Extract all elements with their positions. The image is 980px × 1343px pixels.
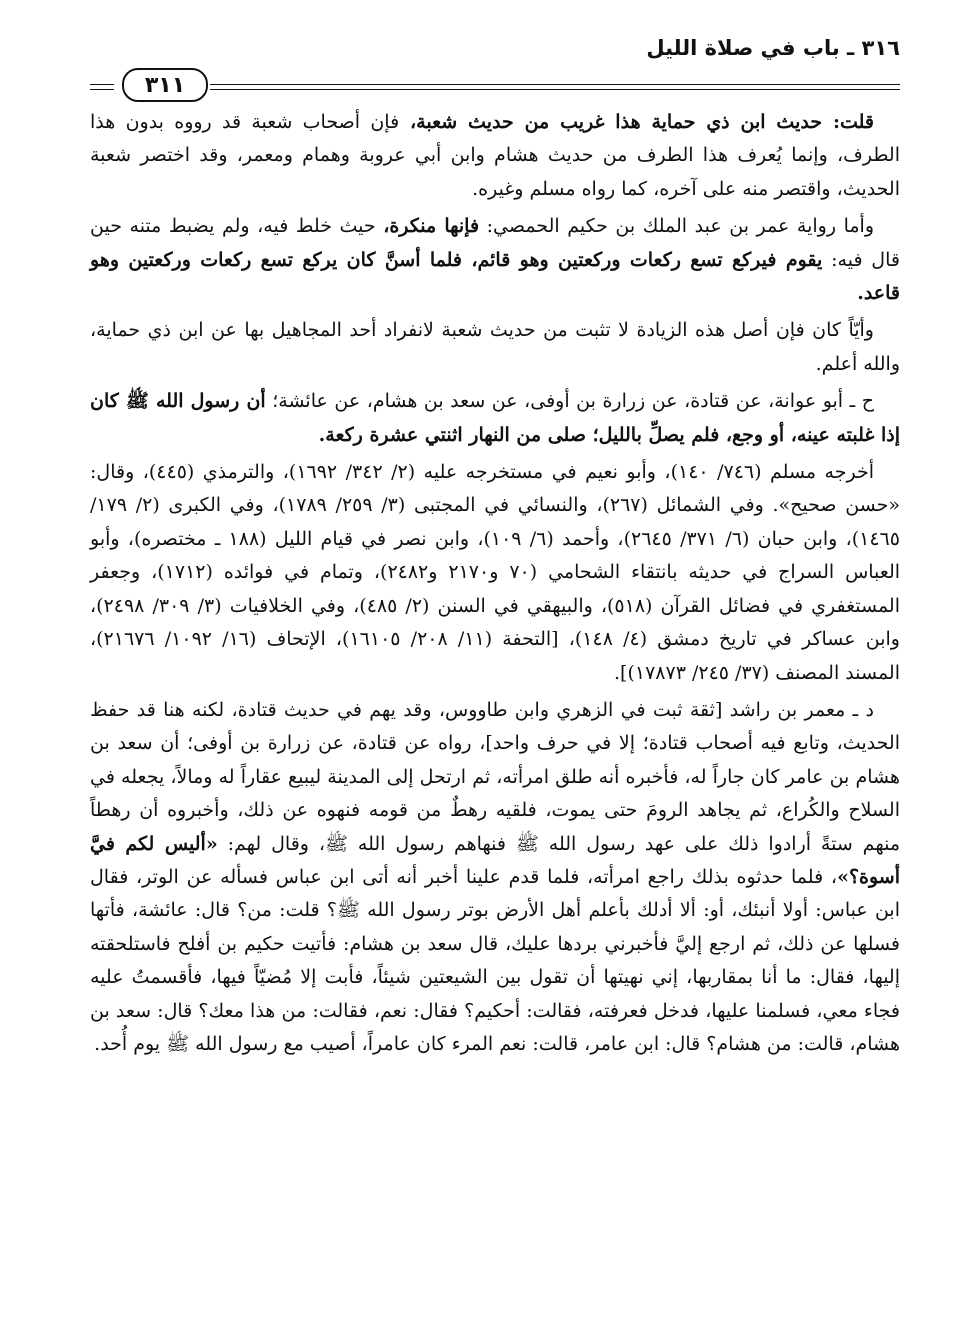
- header-rule: [210, 84, 900, 90]
- paragraph-hadith-ha: ح ـ أبو عوانة، عن قتادة، عن زرارة بن أوفى، عن سعد بن هشام، عن عائشة؛ أن رسول الله ﷺ كان إذا غلبته عينه، أو وجع، فلم يصلِّ بالليل؛ صلى من النهار اثنتي عشرة ركعة.: [90, 390, 900, 446]
- page-header: [90, 30, 900, 98]
- paragraph-hadith-dal: د ـ معمر بن راشد [ثقة ثبت في الزهري وابن طاووس، وقد يهم في حديث قتادة، لكنه هنا قد حفظ الحديث، وتابع فيه أصحاب قتادة؛ إلا في حرف واحد]، رواه عن قتادة، عن زرارة بن أوفى؛ أن سعد بن هشام بن عامر كان جاراً له، فأخبره أنه طلق امرأته، ثم ارتحل إلى المدينة ليبيع عقاراً له ومالاً، يجعله في السلاح والكُراع، ثم يجاهد الرومَ حتى يموت، فلقيه رهطٌ من قومه فنهوه عن ذلك، وأخبروه أن رهطاً منهم ستةً أرادوا ذلك على عهد رسول الله ﷺ فنهاهم رسول الله ﷺ، وقال لهم: «أليس لكم فيَّ أسوة؟»، فلما حدثوه بذلك راجع امرأته، فلما قدم علينا أخبر أنه أتى ابن عباس فسأله عن الوتر، فقال ابن عباس: أولا أنبئك، أو: ألا أدلك بأعلم أهل الأرض بوتر رسول الله ﷺ؟ قلت: من؟ قال: عائشة، فأتها فسلها عن ذلك، ثم ارجع إليَّ فأخبرني بردها عليك، قال سعد بن هشام: فأتيت حكيم بن أفلح فاستلحقته إليها، فقال: ما أنا بمقاربها، إني نهيتها أن تقول بين الشيعتين شيئاً، فأبت إلا مُضيّاً فيها، فأقسمتُ عليه فجاء معي، فسلمنا عليها، فدخل فعرفته، فقالت: أحكيم؟ فقال: نعم، فقالت: من هذا معك؟ قال: سعد بن هشام، قالت: من هشام؟ قال: ابن عامر، قالت: نعم المرء كان عامراً، أصيب مع رسول الله ﷺ يوم أُحد.: [90, 698, 900, 1055]
- paragraph-conclusion: وأيّاً كان فإن أصل هذه الزيادة لا تثبت من حديث شعبة لانفراد أحد المجاهيل بها عن ابن ذي حماية، والله أعلم.: [90, 319, 900, 375]
- page-number: ٣١١: [122, 68, 208, 102]
- page: [90, 30, 901, 1055]
- chapter-title: ٣١٦ ـ باب في صلاة الليل: [646, 36, 900, 60]
- body-text: [90, 106, 900, 1065]
- paragraph-commentary: قلت: حديث ابن ذي حماية هذا غريب من حديث شعبة، فإن أصحاب شعبة قد رووه بدون هذا الطرف، وإنما يُعرف هذا الطرف من حديث هشام وابن أبي عروبة وهمام ومعمر، وقد اختصر شعبة الحديث، واقتصر منه على آخره، كما رواه مسلم وغيره.: [90, 111, 900, 200]
- page-number-ornament: [90, 74, 900, 98]
- header-rule-short: [90, 84, 114, 90]
- paragraph-takhrij: أخرجه مسلم (٧٤٦/ ١٤٠)، وأبو نعيم في مستخرجه عليه (٢/ ٣٤٢/ ١٦٩٢)، والترمذي (٤٤٥)، وقال: «حسن صحيح». وفي الشمائل (٢٦٧)، والنسائي في المجتبى (٣/ ٢٥٩/ ١٧٨٩)، وفي الكبرى (٢/ ١٧٩/ ١٤٦٥)، وابن حبان (٦/ ٣٧١/ ٢٦٤٥)، وأحمد (٦/ ١٠٩)، وابن نصر في قيام الليل (١٨٨ ـ مختصره)، وأبو العباس السراج في حديثه بانتقاء الشحامي (٧٠ و٢١٧٠ و٢٤٨٢)، وتمام في فوائده (١٧١٢)، وجعفر المستغفري في فضائل القرآن (٥١٨)، والبيهقي في السنن (٢/ ٤٨٥)، وفي الخلافيات (٣/ ٣٠٩/ ٢٤٩٨)، وابن عساكر في تاريخ دمشق (٤/ ١٤٨)، [التحفة (١١/ ٢٠٨/ ١٦١٠٥)، الإتحاف (١٦/ ١٠٩٢/ ٢١٦٧٦)، المسند المصنف (٣٧/ ٢٤٥/ ١٧٨٧٣)].: [90, 461, 901, 684]
- paragraph-umar-narration: وأما رواية عمر بن عبد الملك بن حكيم الحمصي: فإنها منكرة، حيث خلط فيه، ولم يضبط متنه حين قال فيه: يقوم فيركع تسع ركعات وركعتين وهو قائم، فلما أسنَّ كان يركع تسع ركعات وركعتين وهو قاعد.: [90, 215, 900, 305]
